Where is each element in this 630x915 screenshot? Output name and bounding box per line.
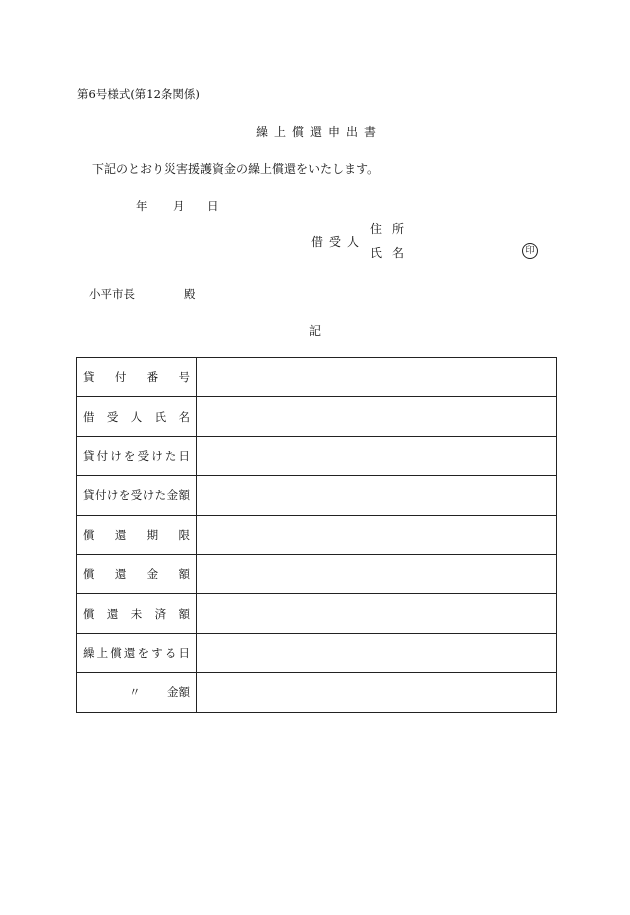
ditto-mark: 〃 (129, 685, 141, 700)
label-char: 還 (123, 645, 136, 660)
label-char: 償 (83, 606, 95, 621)
table-row (77, 633, 557, 672)
row-label-cell (77, 515, 197, 554)
application-table (76, 357, 557, 713)
row-label-cell (77, 436, 197, 475)
label-char: 貸 (83, 370, 95, 385)
row-label (83, 487, 190, 503)
table-row (77, 436, 557, 475)
label-char: を (123, 448, 136, 463)
borrower-label: 借受人 (311, 235, 366, 249)
row-value-field[interactable] (197, 594, 557, 633)
row-value-field[interactable] (197, 358, 557, 397)
form-number: 第6号様式(第12条関係) (77, 87, 200, 101)
label-char: 還 (114, 527, 127, 542)
label-char: 借 (83, 409, 95, 424)
row-label-cell (77, 476, 197, 515)
table-row (77, 594, 557, 633)
row-value-field[interactable] (197, 436, 557, 475)
label-char: 日 (178, 645, 190, 660)
label-char: を (118, 488, 131, 503)
row-label (83, 369, 190, 385)
table-row (77, 673, 557, 712)
label-char: 金 (146, 567, 159, 582)
row-label (83, 645, 190, 661)
row-label-cell (77, 673, 197, 712)
row-label (83, 409, 190, 425)
row-label-cell (77, 633, 197, 672)
label-char: け (106, 488, 119, 503)
addressee: 小平市長 (89, 287, 135, 301)
label-char: 付 (114, 370, 127, 385)
label-char: 限 (178, 527, 190, 542)
label-char: 還 (106, 606, 119, 621)
row-label (83, 566, 190, 582)
row-label-cell (77, 554, 197, 593)
label-char: 償 (83, 567, 95, 582)
label-char: 期 (146, 527, 159, 542)
table-row (77, 358, 557, 397)
ki-heading: 記 (308, 324, 321, 338)
row-value-field[interactable] (197, 673, 557, 712)
label-char: 受 (106, 409, 119, 424)
label-char: 日 (178, 448, 190, 463)
label-char: 名 (178, 409, 190, 424)
document-title: 繰上償還申出書 (255, 125, 382, 139)
row-label-cell (77, 358, 197, 397)
row-value-field[interactable] (197, 554, 557, 593)
row-value-field[interactable] (197, 476, 557, 515)
label-char: 償 (83, 527, 95, 542)
label-char: る (164, 645, 177, 660)
table-row (77, 515, 557, 554)
label-char: 額 (178, 567, 190, 582)
label-char: 受 (137, 448, 150, 463)
date-year-label: 年 (136, 199, 148, 213)
intro-text: 下記のとおり災害援護資金の繰上償還をいたします。 (92, 162, 380, 176)
label-char: た (164, 448, 177, 463)
label-char: 金 (166, 488, 179, 503)
label-char: 償 (110, 645, 122, 660)
label-char: 号 (178, 370, 190, 385)
label-char: 繰 (83, 645, 95, 660)
label-char: 貸 (83, 448, 95, 463)
label-char: 貸 (83, 488, 95, 503)
label-char: 受 (130, 488, 143, 503)
label-char: 番 (146, 370, 159, 385)
label-char: を (137, 645, 150, 660)
label-char: す (151, 645, 163, 660)
label-char: 氏 (154, 409, 167, 424)
label-char: た (154, 488, 167, 503)
address-label: 住所 (370, 222, 415, 236)
row-value-field[interactable] (197, 633, 557, 672)
label-char: 額 (178, 606, 190, 621)
label-char: け (142, 488, 155, 503)
name-label: 氏名 (370, 246, 415, 260)
amount-label: 金額 (167, 685, 190, 700)
table-row (77, 397, 557, 436)
label-char: 還 (114, 567, 127, 582)
label-char: け (151, 448, 163, 463)
date-month-label: 月 (173, 199, 185, 213)
label-char: 未 (130, 606, 143, 621)
label-char: 付 (94, 488, 107, 503)
row-value-field[interactable] (197, 515, 557, 554)
label-char: 付 (96, 448, 109, 463)
label-char: け (110, 448, 122, 463)
row-label (83, 527, 190, 543)
row-label-cell (77, 397, 197, 436)
row-label (83, 448, 190, 464)
row-label-cell (77, 594, 197, 633)
row-value-field[interactable] (197, 397, 557, 436)
label-char: 上 (96, 645, 109, 660)
label-char: 額 (178, 488, 190, 503)
table-row (77, 554, 557, 593)
seal-mark-icon: 印 (522, 243, 538, 259)
label-char: 済 (154, 606, 167, 621)
honorific: 殿 (184, 287, 196, 301)
table-row (77, 476, 557, 515)
row-label (83, 606, 190, 622)
row-label (83, 684, 190, 700)
date-day-label: 日 (207, 199, 219, 213)
label-char: 人 (130, 409, 143, 424)
